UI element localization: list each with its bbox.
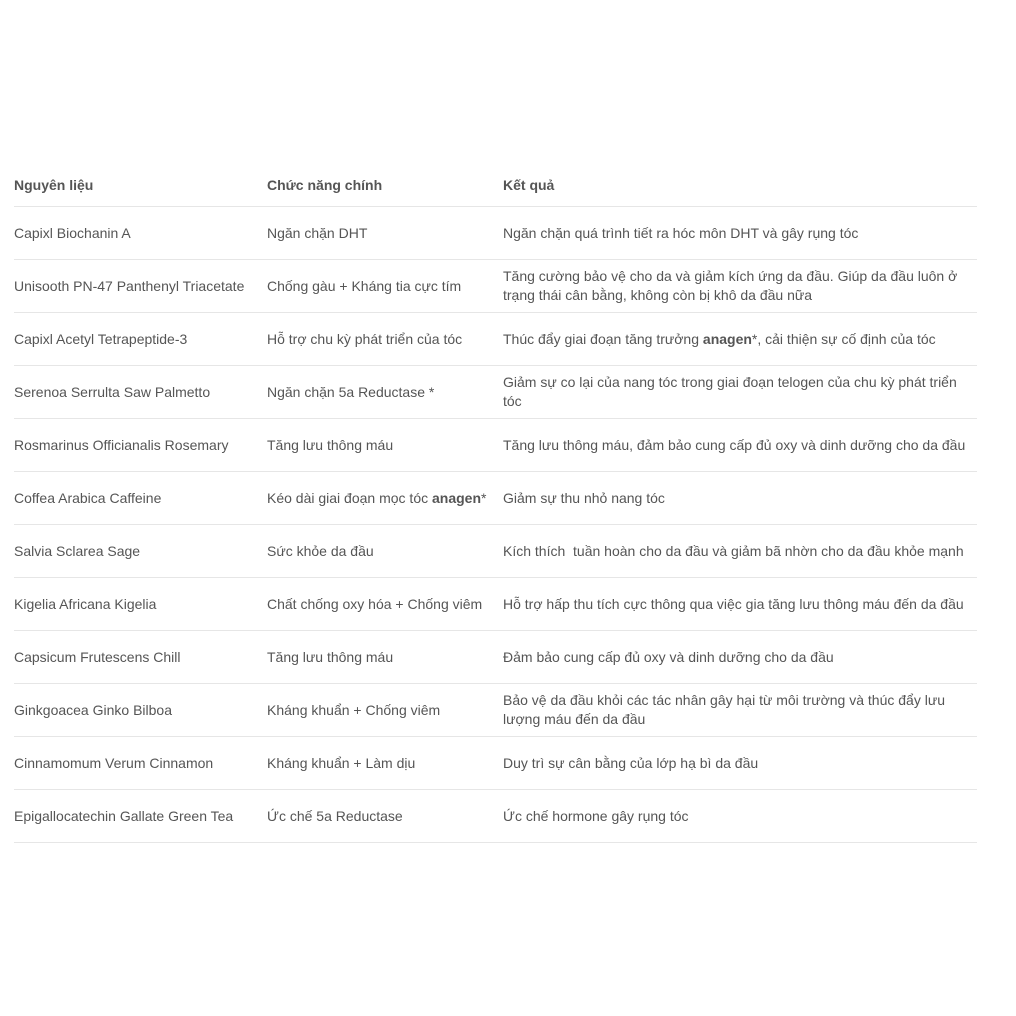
cell-ingredient: Unisooth PN-47 Panthenyl Triacetate (14, 260, 267, 313)
table-row (14, 684, 977, 737)
cell-function: Tăng lưu thông máu (267, 631, 503, 684)
cell-function: Hỗ trợ chu kỳ phát triển của tóc (267, 313, 503, 366)
table-row (14, 525, 977, 578)
cell-result: Giảm sự co lại của nang tóc trong giai đoạn telogen của chu kỳ phát triển tóc (503, 366, 977, 419)
table-row (14, 737, 977, 790)
cell-result (503, 313, 977, 366)
cell-result: Giảm sự thu nhỏ nang tóc (503, 472, 977, 525)
cell-result: Hỗ trợ hấp thu tích cực thông qua việc gia tăng lưu thông máu đến da đầu (503, 578, 977, 631)
cell-function: Ngăn chặn DHT (267, 207, 503, 260)
cell-ingredient: Salvia Sclarea Sage (14, 525, 267, 578)
cell-result-bold: anagen (702, 330, 752, 347)
cell-function: Tăng lưu thông máu (267, 419, 503, 472)
cell-ingredient: Rosmarinus Officianalis Rosemary (14, 419, 267, 472)
cell-function: Kháng khuẩn + Chống viêm (267, 684, 503, 737)
table-row (14, 790, 977, 843)
table-row (14, 578, 977, 631)
table-row (14, 366, 977, 419)
cell-ingredient: Epigallocatechin Gallate Green Tea (14, 790, 267, 843)
cell-ingredient: Capixl Biochanin A (14, 207, 267, 260)
cell-result: Tăng cường bảo vệ cho da và giảm kích ứng da đầu. Giúp da đầu luôn ở trạng thái cân bằng, không còn bị khô da đầu nữa (503, 260, 977, 313)
cell-ingredient: Coffea Arabica Caffeine (14, 472, 267, 525)
cell-result-text: Thúc đẩy giai đoạn tăng trưởng (503, 330, 703, 347)
ingredients-table-container (14, 164, 977, 843)
cell-function-bold: anagen (432, 489, 482, 506)
cell-result-text-end: *, cải thiện sự cố định của tóc (751, 330, 936, 347)
cell-function: Chống gàu + Kháng tia cực tím (267, 260, 503, 313)
cell-function-text-end: * (481, 489, 487, 506)
table-header-row (14, 164, 977, 207)
cell-function (267, 472, 503, 525)
header-function: Chức năng chính (267, 164, 503, 207)
table-row (14, 472, 977, 525)
cell-function: Ngăn chặn 5a Reductase * (267, 366, 503, 419)
table-row (14, 207, 977, 260)
cell-function: Sức khỏe da đầu (267, 525, 503, 578)
cell-ingredient: Kigelia Africana Kigelia (14, 578, 267, 631)
header-ingredient: Nguyên liệu (14, 164, 267, 207)
cell-function: Ức chế 5a Reductase (267, 790, 503, 843)
cell-result: Duy trì sự cân bằng của lớp hạ bì da đầu (503, 737, 977, 790)
cell-ingredient: Capsicum Frutescens Chill (14, 631, 267, 684)
table-row (14, 631, 977, 684)
table-row (14, 419, 977, 472)
cell-result: Kích thích tuần hoàn cho da đầu và giảm bã nhờn cho da đầu khỏe mạnh (503, 525, 977, 578)
cell-result: Tăng lưu thông máu, đảm bảo cung cấp đủ oxy và dinh dưỡng cho da đầu (503, 419, 977, 472)
cell-function: Kháng khuẩn + Làm dịu (267, 737, 503, 790)
ingredients-table (14, 164, 977, 843)
cell-ingredient: Serenoa Serrulta Saw Palmetto (14, 366, 267, 419)
cell-ingredient: Capixl Acetyl Tetrapeptide-3 (14, 313, 267, 366)
cell-function-text: Kéo dài giai đoạn mọc tóc (267, 489, 432, 506)
cell-ingredient: Cinnamomum Verum Cinnamon (14, 737, 267, 790)
table-row (14, 313, 977, 366)
header-result: Kết quả (503, 164, 977, 207)
cell-result: Ức chế hormone gây rụng tóc (503, 790, 977, 843)
table-row (14, 260, 977, 313)
cell-function: Chất chống oxy hóa + Chống viêm (267, 578, 503, 631)
cell-ingredient: Ginkgoacea Ginko Bilboa (14, 684, 267, 737)
cell-result: Ngăn chặn quá trình tiết ra hóc môn DHT và gây rụng tóc (503, 207, 977, 260)
cell-result: Bảo vệ da đầu khỏi các tác nhân gây hại từ môi trường và thúc đẩy lưu lượng máu đến da đầu (503, 684, 977, 737)
cell-result: Đảm bảo cung cấp đủ oxy và dinh dưỡng cho da đầu (503, 631, 977, 684)
